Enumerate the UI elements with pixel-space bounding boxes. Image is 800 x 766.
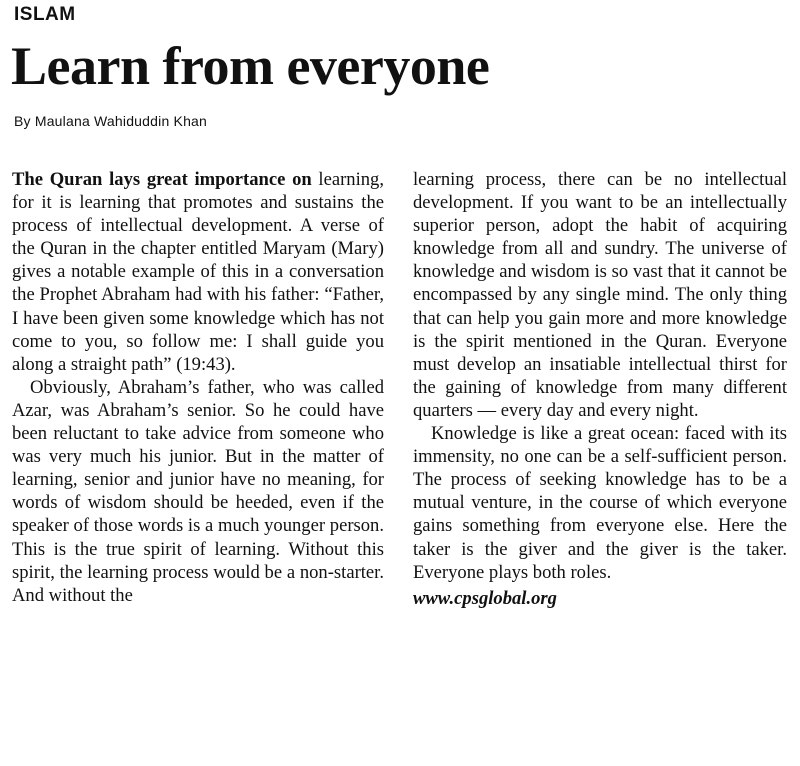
article-byline: By Maulana Wahiduddin Khan [14, 113, 208, 129]
article-column-right [413, 168, 787, 610]
article-headline: Learn from everyone [11, 36, 490, 96]
paragraph-1 [12, 168, 384, 376]
paragraph-3: learning process, there can be no intellectual development. If you want to be an intellectually superior person, adopt the habit of acquiring knowledge from all and sundry. The universe of knowledge and wisdom is so vast that it cannot be encompassed by any single mind. The only thing that can help you gain more and more knowledge is the spirit mentioned in the Quran. Everyone must develop an insatiable intellectual thirst for the gaining of knowledge from many different quarters — every day and every night. [413, 169, 787, 421]
article-column-left [12, 168, 384, 607]
paragraph-4: Knowledge is like a great ocean: faced with its immensity, no one can be a self-sufficient person. The process of seeking knowledge has to be a mutual venture, in the course of which everyone gains something from everyone else. Here the taker is the giver and the giver is the taker. Everyone plays both roles. [413, 423, 787, 583]
website-link[interactable]: www.cpsglobal.org [413, 587, 557, 609]
paragraph-1-body: learning, for it is learning that promotes and sustains the process of intellectual development. A verse of the Quran in the chapter entitled Maryam (Mary) gives a notable example of this in a conversation the Prophet Abraham had with his father: “Father, I have been given some knowledge which has not come to you, so follow me: I shall guide you along a straight path” (19:43). [12, 169, 384, 375]
lede-text: The Quran lays great importance on [12, 169, 312, 190]
paragraph-2: Obviously, Abraham’s father, who was called Azar, was Abraham’s senior. So he could have been reluctant to take advice from someone who was very much his junior. But in the matter of learning, senior and junior have no meaning, for words of wisdom should be heeded, even if the speaker of those words is a much younger person. This is the true spirit of learning. Without this spirit, the learning process would be a non-starter. And without the [12, 376, 384, 606]
section-label: ISLAM [14, 4, 76, 25]
